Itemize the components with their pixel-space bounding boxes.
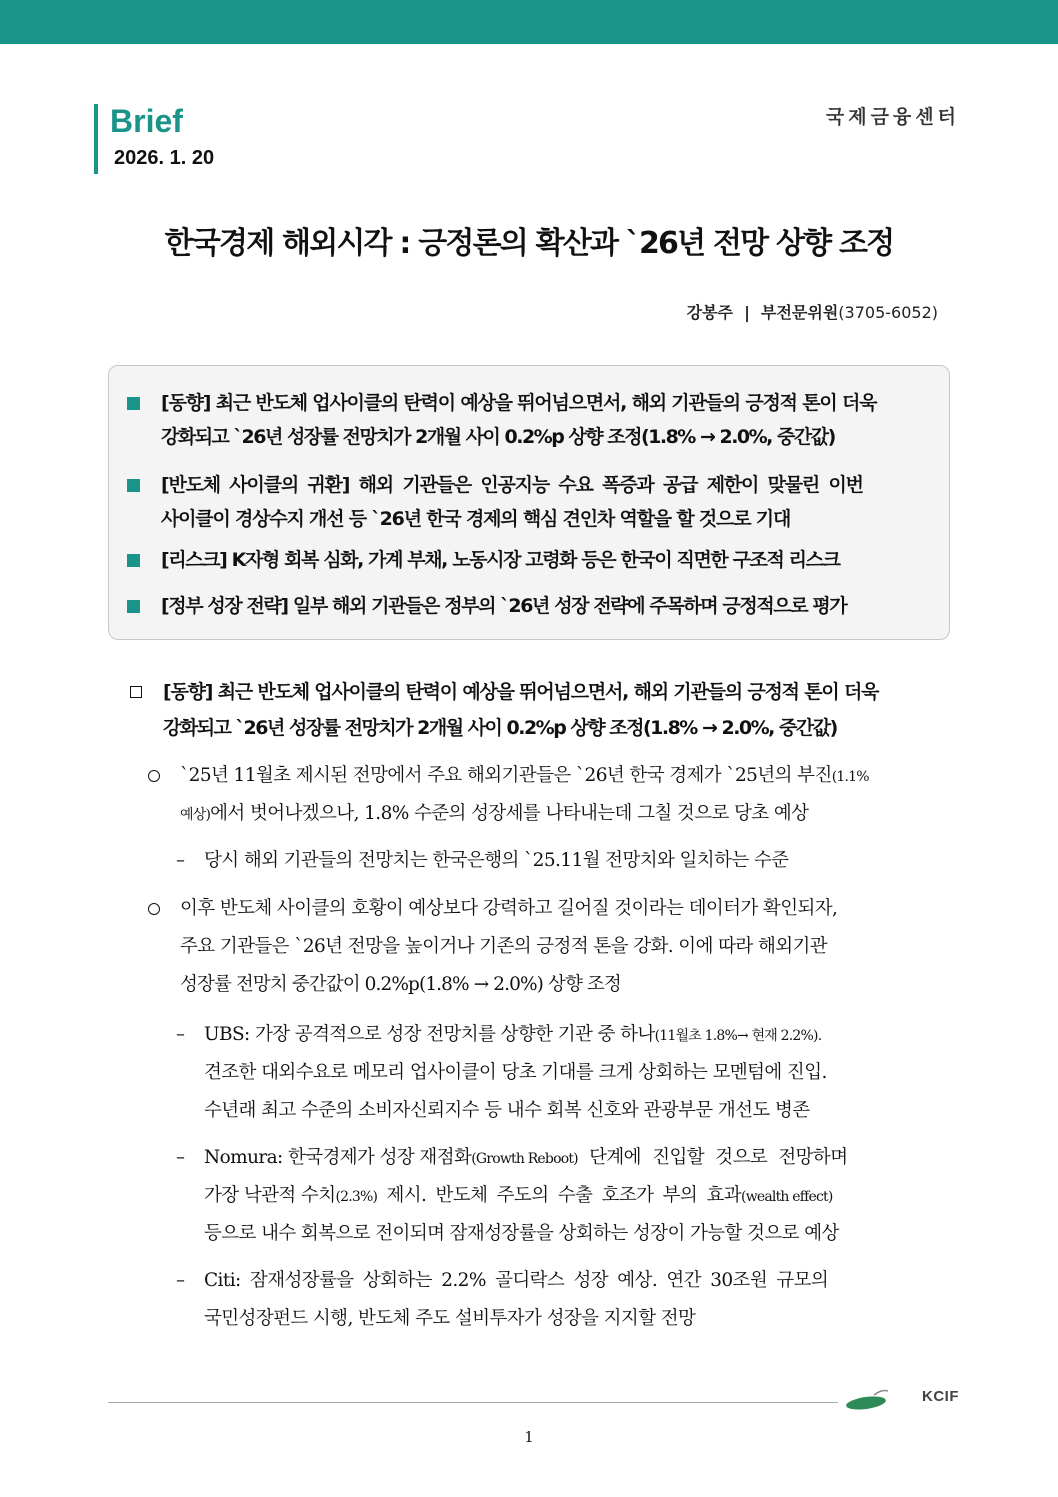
body-text-line: [204, 1180, 833, 1213]
author-line: [687, 301, 938, 325]
body-text: 단계에 진입할 것으로 전망하며: [577, 1147, 848, 1168]
body-text-line: 당시 해외 기관들의 전망치는 한국은행의 `25.11월 전망치와 일치하는 수준: [204, 850, 789, 871]
kcif-logo-icon: [844, 1387, 892, 1413]
body-text-line: 등으로 내수 회복으로 전이되며 잠재성장률을 상회하는 성장이 가능할 것으로 예상: [204, 1223, 839, 1244]
summary-bullet-icon: [127, 397, 140, 410]
organization-name: 국제금융센터: [825, 106, 960, 128]
body-small-text: (11월초 1.8%→ 현재 2.2%).: [654, 1028, 822, 1044]
body-small-text: (1.1%: [831, 769, 869, 785]
author-phone: (3705-6052): [838, 303, 938, 322]
brief-label: Brief: [110, 103, 183, 139]
author-name: 강봉주: [686, 303, 733, 322]
paragraph-bullet-icon: [148, 903, 160, 915]
section-heading-line: 강화되고 `26년 성장률 전망치가 2개월 사이 0.2%p 상향 조정(1.8% → 2.0%, 중간값): [163, 717, 837, 739]
summary-bullet-icon: [127, 479, 140, 492]
footer-brand: KCIF: [922, 1388, 959, 1405]
page-number: 1: [524, 1428, 534, 1446]
dash-bullet: –: [176, 1024, 185, 1045]
top-accent-bar: [0, 0, 1058, 44]
body-text: 제시. 반도체 주도의 수출 호조가 부의 효과: [377, 1185, 742, 1206]
body-text-line: Citi: 잠재성장률을 상회하는 2.2% 골디락스 성장 예상. 연간 30조원 규모의: [204, 1270, 829, 1291]
body-text-line: 국민성장펀드 시행, 반도체 주도 설비투자가 성장을 지지할 전망: [204, 1308, 696, 1329]
body-text-line: 수년래 최고 수준의 소비자신뢰지수 등 내수 회복 신호와 관광부문 개선도 병존: [204, 1100, 810, 1121]
dash-bullet: –: [176, 850, 185, 871]
section-heading-line: [동향] 최근 반도체 업사이클의 탄력이 예상을 뛰어넘으면서, 해외 기관들의 긍정적 톤이 더욱: [163, 681, 879, 703]
paragraph-bullet-icon: [148, 770, 160, 782]
body-text-line: 성장률 전망치 중간값이 0.2%p(1.8% → 2.0%) 상향 조정: [180, 974, 621, 995]
summary-item-line: [동향] 최근 반도체 업사이클의 탄력이 예상을 뛰어넘으면서, 해외 기관들의 긍정적 톤이 더욱: [161, 392, 877, 414]
summary-bullet-icon: [127, 554, 140, 567]
body-text: `25년 11월초 제시된 전망에서 주요 해외기관들은 `26년 한국 경제가 `25년의 부진: [180, 765, 832, 786]
body-small-text: 예상): [180, 807, 211, 823]
author-position: 부전문위원: [761, 303, 839, 322]
body-text-line: [180, 760, 869, 793]
summary-item-line: [반도체 사이클의 귀환] 해외 기관들은 인공지능 수요 폭증과 공급 제한이 맞물린 이번: [161, 474, 863, 496]
body-text-line: 견조한 대외수요로 메모리 업사이클이 당초 기대를 크게 상회하는 모멘텀에 진입.: [204, 1062, 827, 1083]
dash-bullet: –: [176, 1270, 185, 1291]
summary-box: [108, 365, 950, 640]
body-text: Nomura: 한국경제가 성장 재점화: [204, 1147, 472, 1168]
publish-date: 2026. 1. 20: [114, 147, 215, 169]
dash-bullet: –: [176, 1147, 185, 1168]
summary-bullet-icon: [127, 600, 140, 613]
body-text-line: 주요 기관들은 `26년 전망을 높이거나 기존의 긍정적 톤을 강화. 이에 따라 해외기관: [180, 936, 828, 957]
body-small-text: (2.3%): [335, 1189, 378, 1205]
author-separator: |: [744, 303, 750, 322]
body-small-text: (Growth Reboot): [471, 1151, 578, 1167]
body-text-line: [204, 1019, 821, 1052]
footer-divider: [108, 1402, 838, 1403]
body-small-text: (wealth effect): [741, 1189, 833, 1205]
summary-item-line: [정부 성장 전략] 일부 해외 기관들은 정부의 `26년 성장 전략에 주목하며 긍정적으로 평가: [161, 595, 847, 617]
body-text-line: [180, 798, 808, 831]
body-text: 에서 벗어나겠으나, 1.8% 수준의 성장세를 나타내는데 그칠 것으로 당초 예상: [210, 803, 809, 824]
section-bullet-icon: [130, 686, 142, 698]
document-title: 한국경제 해외시각 : 긍정론의 확산과 `26년 전망 상향 조정: [164, 226, 894, 261]
summary-item-line: 강화되고 `26년 성장률 전망치가 2개월 사이 0.2%p 상향 조정(1.8% → 2.0%, 중간값): [161, 426, 835, 448]
summary-item-line: [리스크] K자형 회복 심화, 가계 부채, 노동시장 고령화 등은 한국이 직면한 구조적 리스크: [161, 549, 840, 571]
brief-accent-line: [94, 104, 98, 174]
body-text-line: [204, 1142, 847, 1175]
summary-item-line: 사이클이 경상수지 개선 등 `26년 한국 경제의 핵심 견인차 역할을 할 것으로 기대: [161, 508, 791, 530]
body-text: UBS: 가장 공격적으로 성장 전망치를 상향한 기관 중 하나: [204, 1024, 655, 1045]
body-text: 가장 낙관적 수치: [204, 1185, 336, 1206]
body-text-line: 이후 반도체 사이클의 호황이 예상보다 강력하고 길어질 것이라는 데이터가 확인되자,: [180, 898, 838, 919]
